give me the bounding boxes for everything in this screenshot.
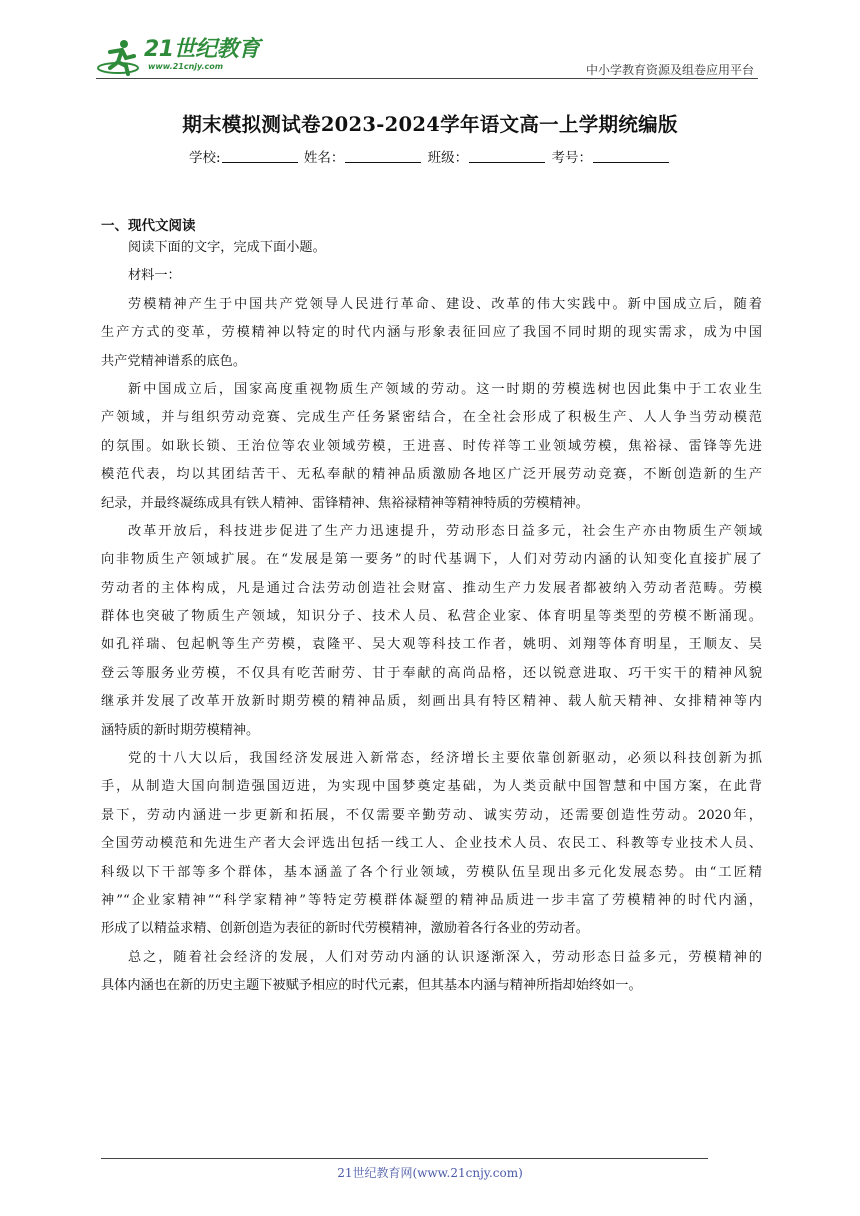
paragraph-line: 向非物质生产领域扩展。在“发展是第一要务”的时代基调下，人们对劳动内涵的认知变化直接扩展了 — [101, 552, 762, 568]
class-label: 班级： — [427, 150, 469, 166]
paragraph-line: 继承并发展了改革开放新时期劳模的精神品质，刻画出具有特区精神、载人航天精神、女排精神等内 — [101, 694, 762, 710]
page-header — [96, 38, 758, 80]
school-blank[interactable] — [222, 150, 298, 163]
footer-divider — [101, 1158, 708, 1159]
paragraph-line: 手，从制造大国向制造强国迈进，为实现中国梦奠定基础，为人类贡献中国智慧和中国方案，在此背 — [101, 779, 762, 795]
paragraph-line: 总之，随着社会经济的发展，人们对劳动内涵的认识逐渐深入，劳动形态日益多元，劳模精神的 — [128, 949, 762, 965]
paragraph-line: 生产方式的变革，劳模精神以特定的时代内涵与形象表征回应了我国不同时期的现实需求，成为中国 — [101, 325, 762, 341]
paragraph-line: 具体内涵也在新的历史主题下被赋予相应的时代元素，但其基本内涵与精神所指却始终如一。 — [101, 978, 642, 994]
logo-text: 21世纪教育 — [144, 37, 260, 62]
instruction-text: 阅读下面的文字，完成下面小题。 — [128, 240, 326, 255]
paragraph-line: 劳模精神产生于中国共产党领导人民进行革命、建设、改革的伟大实践中。新中国成立后，随着 — [128, 296, 762, 312]
paragraph-line: 新中国成立后，国家高度重视物质生产领域的劳动。这一时期的劳模选树也因此集中于工农业生 — [128, 381, 762, 397]
paragraph-line: 涵特质的新时期劳模精神。 — [101, 722, 260, 738]
paragraph-line: 党的十八大以后，我国经济发展进入新常态，经济增长主要依靠创新驱动，必须以科技创新为抓 — [128, 751, 762, 767]
class-blank[interactable] — [469, 150, 545, 163]
paragraph-line: 改革开放后，科技进步促进了生产力迅速提升，劳动形态日益多元，社会生产亦由物质生产领域 — [128, 523, 762, 539]
reading-passage — [101, 234, 762, 1001]
paragraph — [101, 518, 762, 745]
section-heading: 一、现代文阅读 — [101, 218, 196, 234]
name-label: 姓名： — [303, 150, 345, 166]
paragraph-line: 形成了以精益求精、创新创造为表征的新时代劳模精神，激励着各行各业的劳动者。 — [101, 921, 589, 937]
logo-url: www.21cnjy.com — [148, 62, 224, 71]
paragraph-line: 登云等服务业劳模，不仅具有吃苦耐劳、甘于奉献的高尚品格，还以锐意进取、巧干实干的精神风貌 — [101, 665, 762, 681]
paragraph-line: 纪录，并最终凝练成具有铁人精神、雷锋精神、焦裕禄精神等精神特质的劳模精神。 — [101, 495, 589, 511]
paragraph-line: 的氛围。如耿长锁、王治位等农业领域劳模，王进喜、时传祥等工业领域劳模，焦裕禄、雷锋等先进 — [101, 438, 762, 454]
page-title: 期末模拟测试卷2023-2024学年语文高一上学期统编版 — [182, 113, 678, 136]
exam-no-label: 考号： — [551, 150, 592, 166]
paragraph — [101, 944, 762, 1001]
header-divider — [96, 78, 758, 79]
paragraph-line: 共产党精神谱系的底色。 — [101, 353, 247, 369]
paragraph-line: 神”“企业家精神”“科学家精神”等特定劳模群体凝塑的精神品质进一步丰富了劳模精神的时代内涵， — [101, 892, 762, 908]
paragraph-line: 全国劳动模范和先进生产者大会评选出包括一线工人、企业技术人员、农民工、科教等专业技术人员、 — [101, 836, 762, 852]
exam-no-blank[interactable] — [593, 150, 669, 163]
paragraph-line: 群体也突破了物质生产领域，知识分子、技术人员、私营企业家、体育明星等类型的劳模不断涌现。 — [101, 609, 762, 625]
material-label: 材料一： — [128, 268, 181, 284]
footer-text: 21世纪教育网(www.21cnjy.com) — [337, 1166, 523, 1180]
logo — [96, 38, 260, 78]
paragraph-line: 产领域，并与组织劳动竞赛、完成生产任务紧密结合，在全社会形成了积极生产、人人争当劳动模范 — [101, 410, 762, 426]
paragraph-line: 模范代表，均以其团结苦干、无私奉献的精神品质激励各地区广泛开展劳动竞赛，不断创造新的生产 — [101, 467, 762, 483]
runner-logo-icon — [96, 38, 142, 78]
name-blank[interactable] — [345, 150, 421, 163]
student-info-row — [0, 146, 860, 166]
paragraph — [101, 745, 762, 944]
school-label: 学校: — [189, 150, 221, 166]
paragraph-line: 如孔祥瑞、包起帆等生产劳模，袁隆平、吴大观等科技工作者，姚明、刘翔等体育明星，王顺友、吴 — [101, 637, 762, 653]
paragraph-line: 科级以下干部等多个群体，基本涵盖了各个行业领域，劳模队伍呈现出多元化发展态势。由“工匠精 — [101, 864, 762, 880]
paragraph — [101, 291, 762, 376]
paragraph-line: 景下，劳动内涵进一步更新和拓展，不仅需要辛勤劳动、诚实劳动，还需要创造性劳动。2020年， — [101, 807, 762, 823]
platform-name: 中小学教育资源及组卷应用平台 — [585, 63, 754, 77]
paragraph — [101, 376, 762, 518]
paragraph-list — [101, 291, 762, 1001]
paragraph-line: 劳动者的主体构成，凡是通过合法劳动创造社会财富、推动生产力发展者都被纳入劳动者范畴。劳模 — [101, 580, 762, 596]
